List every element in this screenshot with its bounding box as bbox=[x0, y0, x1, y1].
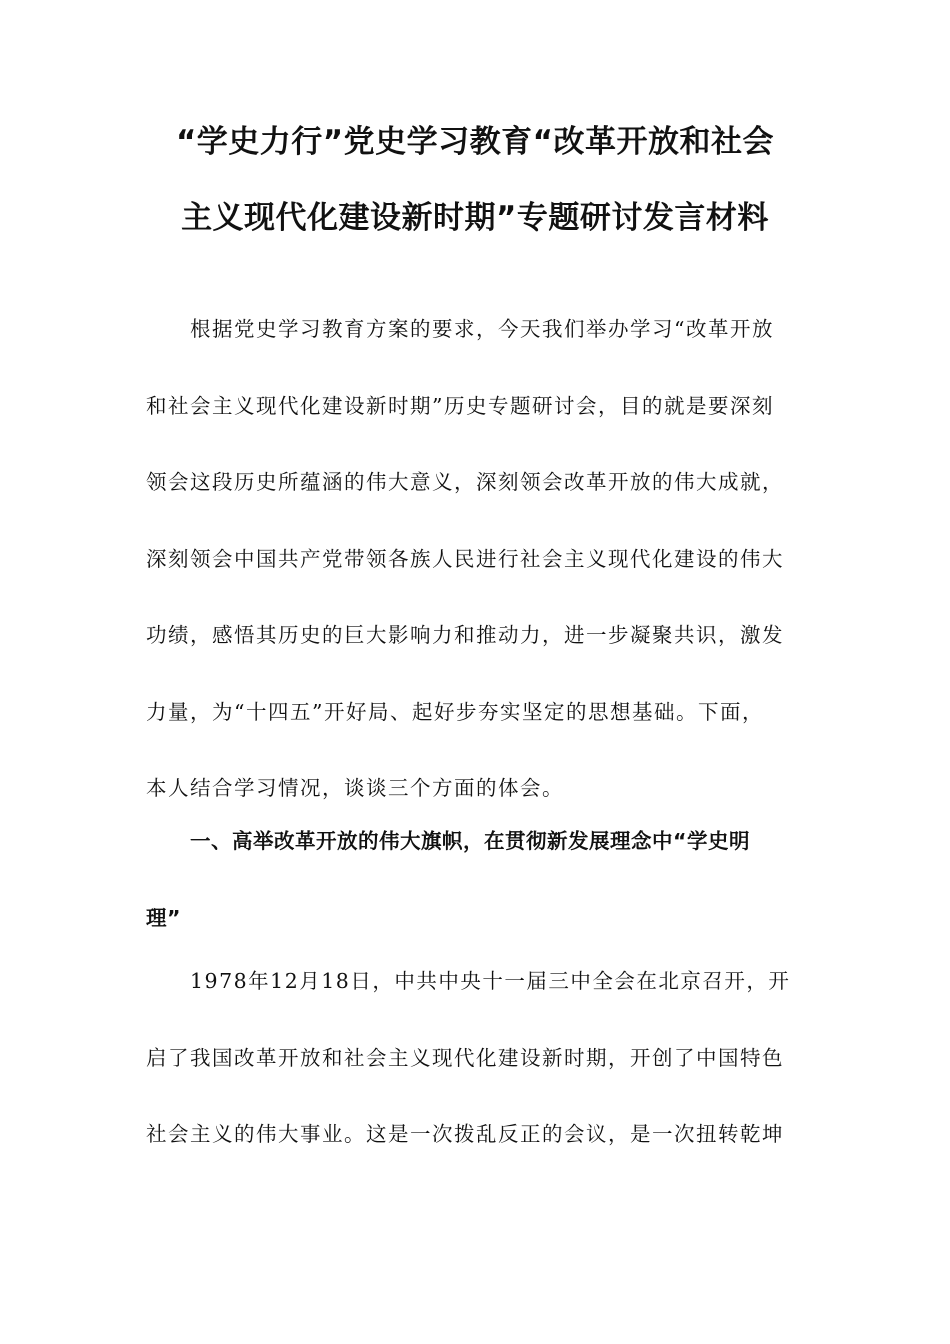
title-line: 主义现代化建设新时期”专题研讨发言材料 bbox=[181, 200, 769, 236]
paragraph-line: 1978年12月18日，中共中央十一届三中全会在北京召开，开 bbox=[190, 969, 791, 993]
section-heading-1 bbox=[146, 803, 806, 956]
paragraph-section-1 bbox=[146, 943, 806, 1173]
paragraph-line: 社会主义的伟大事业。这是一次拨乱反正的会议，是一次扭转乾坤 bbox=[146, 1122, 784, 1146]
paragraph-intro bbox=[146, 291, 806, 827]
paragraph-line: 和社会主义现代化建设新时期”历史专题研讨会，目的就是要深刻 bbox=[146, 393, 774, 418]
heading-line: 理” bbox=[146, 905, 181, 930]
paragraph-line: 领会这段历史所蕴涵的伟大意义，深刻领会改革开放的伟大成就， bbox=[146, 470, 784, 494]
paragraph-line: 功绩，感悟其历史的巨大影响力和推动力，进一步凝聚共识，激发 bbox=[146, 623, 784, 647]
paragraph-line: 本人结合学习情况，谈谈三个方面的体会。 bbox=[146, 776, 564, 800]
paragraph-line: 启了我国改革开放和社会主义现代化建设新时期，开创了中国特色 bbox=[146, 1045, 784, 1070]
heading-line: 一、高举改革开放的伟大旗帜，在贯彻新发展理念中“学史明 bbox=[190, 829, 750, 853]
paragraph-line: 深刻领会中国共产党带领各族人民进行社会主义现代化建设的伟大 bbox=[146, 546, 784, 571]
paragraph-line: 力量，为“十四五”开好局、起好步夯实坚定的思想基础。下面， bbox=[146, 699, 764, 724]
paragraph-line: 根据党史学习教育方案的要求，今天我们举办学习“改革开放 bbox=[190, 317, 774, 341]
title-line: “学史力行”党史学习教育“改革开放和社会 bbox=[175, 124, 775, 160]
document-title bbox=[120, 104, 830, 256]
